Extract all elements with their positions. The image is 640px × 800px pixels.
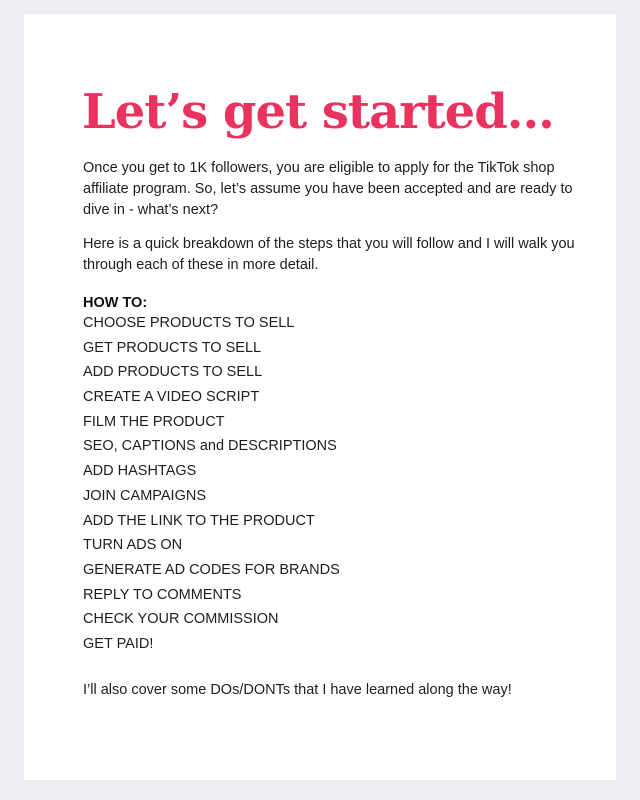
step-item: CREATE A VIDEO SCRIPT <box>83 389 260 406</box>
step-item: GET PRODUCTS TO SELL <box>83 339 262 356</box>
step-item: REPLY TO COMMENTS <box>83 586 242 603</box>
breakdown-paragraph: Here is a quick breakdown of the steps that you will follow and I will walk you through each of these in more detail. <box>83 236 575 273</box>
step-item: GET PAID! <box>83 635 154 652</box>
intro-paragraph: Once you get to 1K followers, you are eligible to apply for the TikTok shop affiliate program. So, let’s assume you have been accepted and are ready to dive in - what’s next? <box>83 160 573 218</box>
step-item: ADD HASHTAGS <box>83 463 197 480</box>
step-item: ADD THE LINK TO THE PRODUCT <box>83 512 315 529</box>
page-title: Let’s get started... <box>82 84 554 140</box>
how-to-heading: HOW TO: <box>83 295 148 311</box>
step-item: CHECK YOUR COMMISSION <box>83 611 279 628</box>
document-page <box>24 14 616 780</box>
steps-list <box>83 313 340 659</box>
step-item: SEO, CAPTIONS and DESCRIPTIONS <box>83 438 337 455</box>
step-item: ADD PRODUCTS TO SELL <box>83 364 263 381</box>
step-item: GENERATE AD CODES FOR BRANDS <box>83 561 340 578</box>
step-item: JOIN CAMPAIGNS <box>83 487 206 504</box>
step-item: TURN ADS ON <box>83 537 183 554</box>
step-item: CHOOSE PRODUCTS TO SELL <box>83 315 295 331</box>
step-item: FILM THE PRODUCT <box>83 413 225 430</box>
closing-paragraph: I’ll also cover some DOs/DONTs that I have learned along the way! <box>83 682 512 698</box>
